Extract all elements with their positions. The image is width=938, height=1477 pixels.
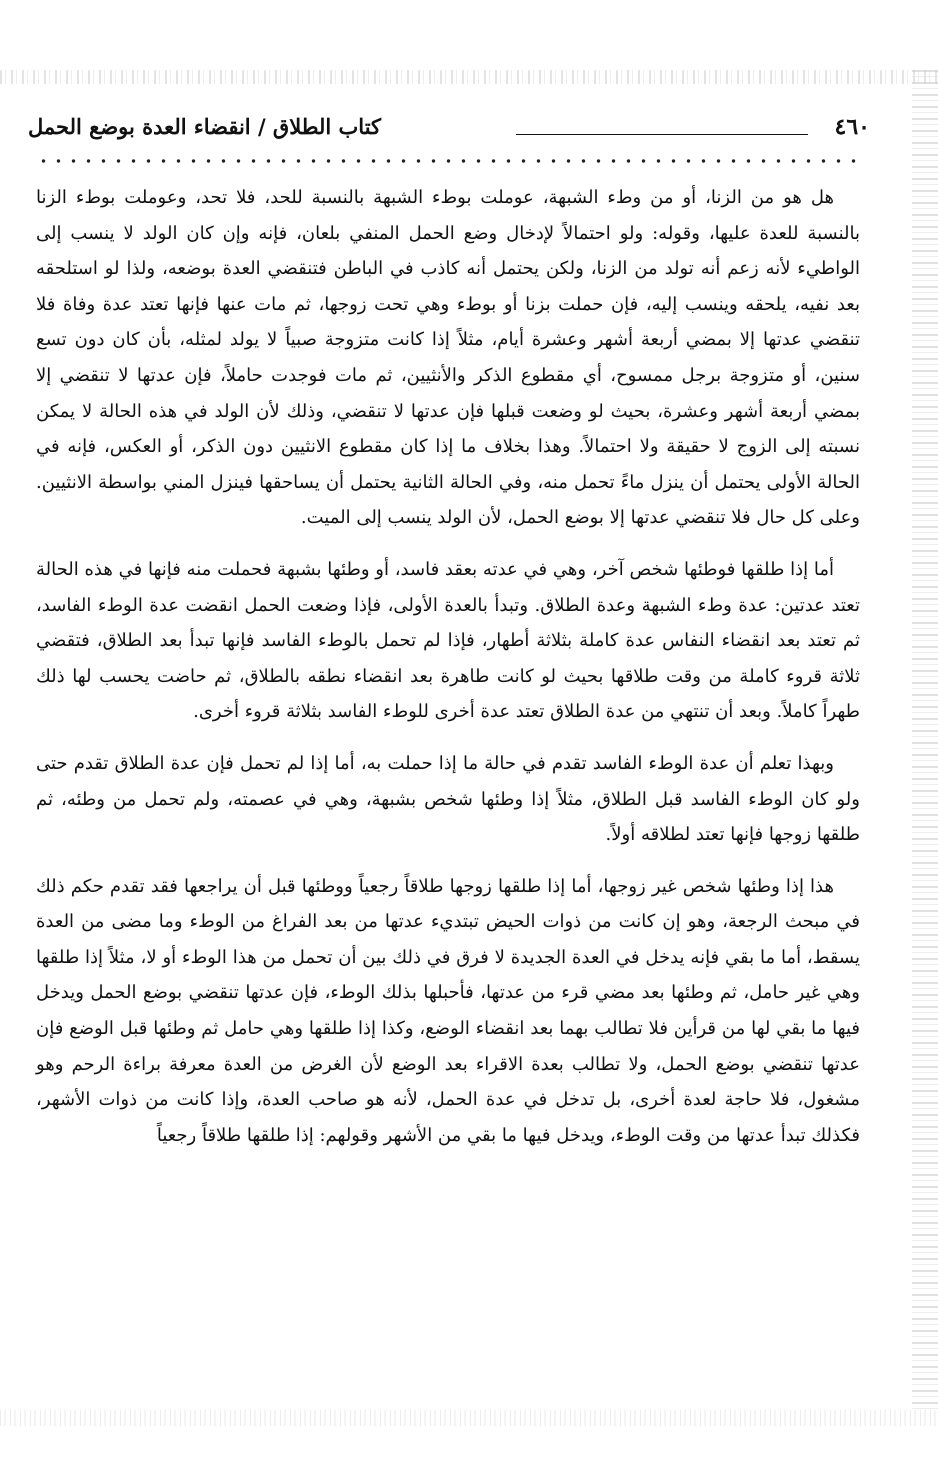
paragraph-4: هذا إذا وطئها شخص غير زوجها، أما إذا طلقها زوجها طلاقاً رجعياً ووطئها قبل أن يراجعها فقد تقدم حكم ذلك في مبحث الرجعة، وهو إن كانت من ذوات الحيض تبتديء عدتها من بعد الفراغ من الوطء وما مضى من العدة يسقط، أما ما بقي فإنه يدخل في العدة الجديدة لا فرق في ذلك بين أن تحمل من هذا الوطء أو لا، مثلاً إذا طلقها وهي غير حامل، ثم وطئها بعد مضي قرء من عدتها، فأحبلها بذلك الوطء، فإن عدتها تنقضي بوضع الحمل ويدخل فيها ما بقي لها من قرأين فلا تطالب بهما بعد انقضاء الوضع، وكذا إذا طلقها وهي حامل ثم وطئها قبل الوضع فإن عدتها تنقضي بوضع الحمل، ولا تطالب بعدة الاقراء بعد الوضع لأن الغرض من العدة معرفة براءة الرحم وهو مشغول، فلا حاجة لعدة أخرى، بل تدخل في عدة الحمل، لأنه هو صاحب العدة، وإذا كانت من ذوات الأشهر، فكذلك تبدأ عدتها من وقت الوطء، ويدخل فيها ما بقي من الأشهر وقولهم: إذا طلقها طلاقاً رجعياً [36,875,860,1146]
paragraph-2: أما إذا طلقها فوطئها شخص آخر، وهي في عدته بعقد فاسد، أو وطئها بشبهة فحملت منه فإنها في هذه الحالة تعتد عدتين: عدة وطء الشبهة وعدة الطلاق. وتبدأ بالعدة الأولى، فإذا وضعت الحمل انقضت عدة الوطء الفاسد، ثم تعتد بعد انقضاء النفاس عدة كاملة بثلاثة أطهار، فإذا لم تحمل بالوطء الفاسد فإنها تبدأ بعد الطلاق، فتقضي ثلاثة قروء كاملة من وقت طلاقها بحيث لو كانت طاهرة بعد انقضاء نطقه بالطلاق، ثم حاضت يحسب لها ذلك طهراً كاملاً. وبعد أن تنتهي من عدة الطلاق تعتد عدة أخرى للوطء الفاسد بثلاثة قروء أخرى. [36,558,860,723]
body-text [36,180,860,1153]
scan-edge-top [0,70,938,84]
header-rule [516,134,808,135]
paragraph-1: هل هو من الزنا، أو من وطء الشبهة، عوملت بوطء الشبهة بالنسبة للحد، فلا تحد، وعوملت بوطء الزنا بالنسبة للعدة عليها، وقوله: ولو احتمالاً لإدخال وضع الحمل المنفي بلعان، فإنه وإن كان الولد لا ينسب إلى الواطيء لأنه زعم أنه تولد من الزنا، ولكن يحتمل أنه كاذب في الباطن فتنقضي العدة بوضعه، ولذا لو استلحقه بعد نفيه، يلحقه وينسب إليه، فإن حملت بزنا أو بوطء وهي تحت زوجها، ثم مات عنها فإنها تعتد عدة وفاة فلا تنقضي عدتها إلا بمضي أربعة أشهر وعشرة أيام، مثلاً إذا كانت متزوجة صبياً لا يولد لمثله، بأن كان دون تسع سنين، أو متزوجة برجل ممسوح، أي مقطوع الذكر والأنثيين، ثم مات فوجدت حاملاً، فإن عدتها لا تنقضي إلا بمضي أربعة أشهر وعشرة، بحيث لو وضعت قبلها فإن عدتها لا تنقضي، وذلك لأن الولد في هذه الحالة لا يمكن نسبته إلى الزوج لا حقيقة ولا احتمالاً. وهذا بخلاف ما إذا كان مقطوع الانثيين دون الذكر، أو العكس، فإنه في الحالة الأولى يحتمل أن ينزل ماءً تحمل منه، وفي الحالة الثانية يحتمل أن يساحقها فينزل المني بواسطة الانثيين. وعلى كل حال فلا تنقضي عدتها إلا بوضع الحمل، لأن الولد ينسب إلى الميت. [36,187,860,529]
paragraph-3: وبهذا تعلم أن عدة الوطء الفاسد تقدم في حالة ما إذا حملت به، أما إذا لم تحمل فإن عدة الطلاق تقدم حتى ولو كان الوطء الفاسد قبل الطلاق، مثلاً إذا وطئها شخص بشبهة، وهي في عصمته، ولم تحمل من وطئه، ثم طلقها زوجها فإنها تعتد لطلاقه أولاً. [36,752,860,846]
scan-edge-right [912,70,938,1410]
page-number: ٤٦٠ [834,114,870,140]
running-title: كتاب الطلاق / انقضاء العدة بوضع الحمل [28,114,382,139]
scan-edge-bottom [0,1410,938,1426]
dotted-separator [36,158,860,164]
page-header [28,110,878,150]
